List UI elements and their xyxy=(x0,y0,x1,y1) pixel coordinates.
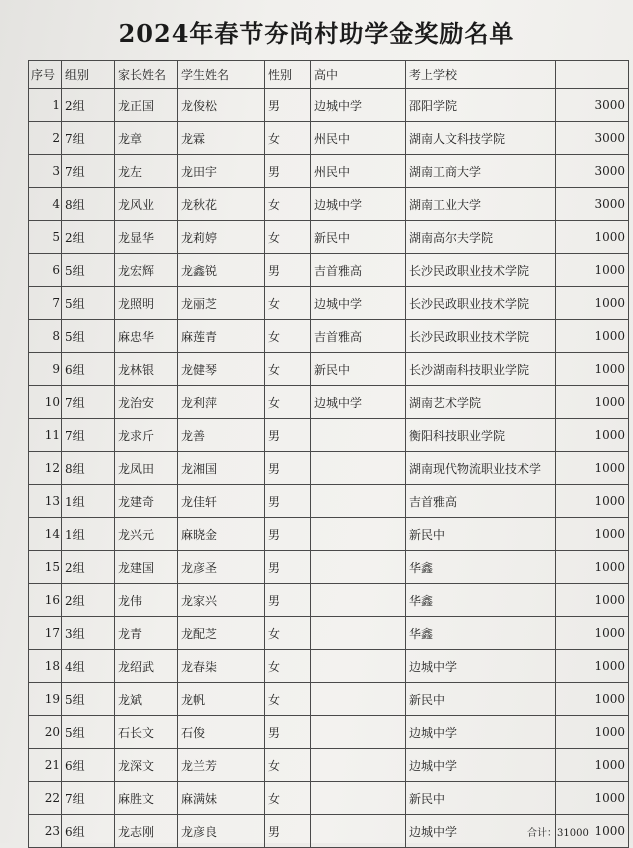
row-number: 20 xyxy=(29,716,62,749)
table-row xyxy=(29,353,629,386)
table-row xyxy=(29,584,629,617)
parent-name-cell: 龙建国 xyxy=(115,551,178,584)
table-row xyxy=(29,287,629,320)
gender-cell: 女 xyxy=(265,749,311,782)
high-school-cell xyxy=(311,782,406,815)
amount-cell: 3000 xyxy=(556,188,629,221)
header-high-school: 高中 xyxy=(311,61,406,89)
amount-cell: 3000 xyxy=(556,155,629,188)
high-school-cell: 边城中学 xyxy=(311,287,406,320)
amount-cell: 1000 xyxy=(556,617,629,650)
table-row xyxy=(29,419,629,452)
parent-name-cell: 龙显华 xyxy=(115,221,178,254)
amount-cell: 1000 xyxy=(556,287,629,320)
admitted-school-cell: 湖南高尔夫学院 xyxy=(406,221,556,254)
high-school-cell xyxy=(311,716,406,749)
parent-name-cell: 麻胜文 xyxy=(115,782,178,815)
gender-cell: 女 xyxy=(265,617,311,650)
group-cell: 7组 xyxy=(62,419,115,452)
gender-cell: 女 xyxy=(265,386,311,419)
high-school-cell xyxy=(311,485,406,518)
row-number: 21 xyxy=(29,749,62,782)
group-cell: 5组 xyxy=(62,254,115,287)
admitted-school-cell: 衡阳科技职业学院 xyxy=(406,419,556,452)
admitted-school-cell: 湖南现代物流职业技术学 xyxy=(406,452,556,485)
student-name-cell: 龙彦良 xyxy=(178,815,265,848)
row-number: 16 xyxy=(29,584,62,617)
row-number: 23 xyxy=(29,815,62,848)
student-name-cell: 龙善 xyxy=(178,419,265,452)
table-row xyxy=(29,320,629,353)
table-row xyxy=(29,716,629,749)
total-amount: 合计：31000 xyxy=(527,828,589,839)
parent-name-cell: 龙章 xyxy=(115,122,178,155)
parent-name-cell: 龙求斤 xyxy=(115,419,178,452)
gender-cell: 男 xyxy=(265,551,311,584)
row-number: 8 xyxy=(29,320,62,353)
admitted-school-cell: 吉首雅高 xyxy=(406,485,556,518)
parent-name-cell: 龙深文 xyxy=(115,749,178,782)
row-number: 3 xyxy=(29,155,62,188)
admitted-school-cell: 长沙民政职业技术学院 xyxy=(406,287,556,320)
table-row xyxy=(29,188,629,221)
gender-cell: 男 xyxy=(265,89,311,122)
gender-cell: 女 xyxy=(265,650,311,683)
amount-cell: 3000 xyxy=(556,89,629,122)
header-gender: 性别 xyxy=(265,61,311,89)
table-row xyxy=(29,386,629,419)
high-school-cell: 新民中 xyxy=(311,353,406,386)
table-row xyxy=(29,650,629,683)
parent-name-cell: 龙正国 xyxy=(115,89,178,122)
row-number: 10 xyxy=(29,386,62,419)
gender-cell: 男 xyxy=(265,815,311,848)
admitted-school-cell: 湖南工商大学 xyxy=(406,155,556,188)
student-name-cell: 龙俊松 xyxy=(178,89,265,122)
admitted-school-cell: 华鑫 xyxy=(406,551,556,584)
group-cell: 1组 xyxy=(62,518,115,551)
parent-name-cell: 龙风业 xyxy=(115,188,178,221)
row-number: 1 xyxy=(29,89,62,122)
admitted-school-cell: 新民中 xyxy=(406,683,556,716)
amount-cell: 1000 xyxy=(556,452,629,485)
amount-cell: 1000 xyxy=(556,683,629,716)
student-name-cell: 麻晓金 xyxy=(178,518,265,551)
student-name-cell: 龙田宇 xyxy=(178,155,265,188)
gender-cell: 男 xyxy=(265,716,311,749)
student-name-cell: 石俊 xyxy=(178,716,265,749)
admitted-school-cell: 新民中 xyxy=(406,518,556,551)
group-cell: 5组 xyxy=(62,287,115,320)
header-group: 组别 xyxy=(62,61,115,89)
row-number: 9 xyxy=(29,353,62,386)
student-name-cell: 龙健琴 xyxy=(178,353,265,386)
group-cell: 6组 xyxy=(62,749,115,782)
admitted-school-cell: 边城中学 xyxy=(406,716,556,749)
amount-cell: 3000 xyxy=(556,122,629,155)
parent-name-cell: 龙建奇 xyxy=(115,485,178,518)
high-school-cell xyxy=(311,551,406,584)
group-cell: 8组 xyxy=(62,452,115,485)
parent-name-cell: 麻忠华 xyxy=(115,320,178,353)
row-number: 18 xyxy=(29,650,62,683)
header-school: 考上学校 xyxy=(406,61,556,89)
table-row xyxy=(29,518,629,551)
admitted-school-cell: 湖南艺术学院 xyxy=(406,386,556,419)
gender-cell: 女 xyxy=(265,683,311,716)
high-school-cell xyxy=(311,452,406,485)
header-amount xyxy=(556,61,629,89)
group-cell: 2组 xyxy=(62,551,115,584)
table-row xyxy=(29,782,629,815)
student-name-cell: 龙家兴 xyxy=(178,584,265,617)
admitted-school-cell: 华鑫 xyxy=(406,617,556,650)
document-title: 2024年春节夯尚村助学金奖励名单 xyxy=(118,19,515,48)
row-number: 5 xyxy=(29,221,62,254)
high-school-cell: 州民中 xyxy=(311,122,406,155)
admitted-school-cell: 边城中学 xyxy=(406,815,556,848)
group-cell: 6组 xyxy=(62,353,115,386)
student-name-cell: 龙春柒 xyxy=(178,650,265,683)
admitted-school-cell: 湖南人文科技学院 xyxy=(406,122,556,155)
row-number: 11 xyxy=(29,419,62,452)
admitted-school-cell: 边城中学 xyxy=(406,650,556,683)
student-name-cell: 麻莲青 xyxy=(178,320,265,353)
amount-cell: 1000 xyxy=(556,419,629,452)
amount-cell: 1000 xyxy=(556,221,629,254)
high-school-cell xyxy=(311,419,406,452)
student-name-cell: 龙佳轩 xyxy=(178,485,265,518)
table-row xyxy=(29,617,629,650)
high-school-cell: 吉首雅高 xyxy=(311,320,406,353)
gender-cell: 女 xyxy=(265,320,311,353)
table-row xyxy=(29,551,629,584)
group-cell: 7组 xyxy=(62,782,115,815)
row-number: 15 xyxy=(29,551,62,584)
group-cell: 5组 xyxy=(62,320,115,353)
amount-cell: 1000 xyxy=(556,320,629,353)
amount-cell: 1000 xyxy=(556,485,629,518)
row-number: 7 xyxy=(29,287,62,320)
student-name-cell: 龙秋花 xyxy=(178,188,265,221)
gender-cell: 男 xyxy=(265,584,311,617)
parent-name-cell: 龙凤田 xyxy=(115,452,178,485)
high-school-cell xyxy=(311,617,406,650)
header-student: 学生姓名 xyxy=(178,61,265,89)
admitted-school-cell: 长沙民政职业技术学院 xyxy=(406,320,556,353)
amount-cell: 1000 xyxy=(556,650,629,683)
student-name-cell: 龙配芝 xyxy=(178,617,265,650)
admitted-school-cell: 边城中学 xyxy=(406,749,556,782)
row-number: 19 xyxy=(29,683,62,716)
amount-cell: 1000 xyxy=(556,782,629,815)
high-school-cell xyxy=(311,518,406,551)
admitted-school-cell: 华鑫 xyxy=(406,584,556,617)
table-row xyxy=(29,254,629,287)
group-cell: 2组 xyxy=(62,221,115,254)
gender-cell: 男 xyxy=(265,155,311,188)
gender-cell: 男 xyxy=(265,485,311,518)
amount-cell: 1000 xyxy=(556,353,629,386)
header-parent: 家长姓名 xyxy=(115,61,178,89)
gender-cell: 男 xyxy=(265,518,311,551)
row-number: 17 xyxy=(29,617,62,650)
high-school-cell xyxy=(311,650,406,683)
high-school-cell: 边城中学 xyxy=(311,188,406,221)
student-name-cell: 龙湘国 xyxy=(178,452,265,485)
high-school-cell: 新民中 xyxy=(311,221,406,254)
student-name-cell: 麻满妹 xyxy=(178,782,265,815)
group-cell: 8组 xyxy=(62,188,115,221)
high-school-cell xyxy=(311,683,406,716)
table-row xyxy=(29,749,629,782)
gender-cell: 女 xyxy=(265,353,311,386)
student-name-cell: 龙利萍 xyxy=(178,386,265,419)
table-row xyxy=(29,155,629,188)
amount-cell: 1000 xyxy=(556,584,629,617)
admitted-school-cell: 新民中 xyxy=(406,782,556,815)
high-school-cell: 边城中学 xyxy=(311,89,406,122)
table-row xyxy=(29,122,629,155)
table-header-row xyxy=(29,61,629,89)
parent-name-cell: 龙宏辉 xyxy=(115,254,178,287)
high-school-cell: 吉首雅高 xyxy=(311,254,406,287)
high-school-cell: 州民中 xyxy=(311,155,406,188)
gender-cell: 女 xyxy=(265,221,311,254)
admitted-school-cell: 长沙民政职业技术学院 xyxy=(406,254,556,287)
parent-name-cell: 龙治安 xyxy=(115,386,178,419)
group-cell: 7组 xyxy=(62,155,115,188)
amount-cell: 1000 xyxy=(556,815,629,848)
student-name-cell: 龙莉婷 xyxy=(178,221,265,254)
amount-cell: 1000 xyxy=(556,518,629,551)
gender-cell: 女 xyxy=(265,122,311,155)
group-cell: 3组 xyxy=(62,617,115,650)
parent-name-cell: 石长文 xyxy=(115,716,178,749)
amount-cell: 1000 xyxy=(556,551,629,584)
table-row xyxy=(29,683,629,716)
admitted-school-cell: 邵阳学院 xyxy=(406,89,556,122)
row-number: 6 xyxy=(29,254,62,287)
table-row xyxy=(29,485,629,518)
group-cell: 7组 xyxy=(62,122,115,155)
row-number: 22 xyxy=(29,782,62,815)
admitted-school-cell: 长沙湖南科技职业学院 xyxy=(406,353,556,386)
student-name-cell: 龙霖 xyxy=(178,122,265,155)
amount-cell: 1000 xyxy=(556,254,629,287)
amount-cell: 1000 xyxy=(556,749,629,782)
student-name-cell: 龙兰芳 xyxy=(178,749,265,782)
row-number: 13 xyxy=(29,485,62,518)
student-name-cell: 龙彦圣 xyxy=(178,551,265,584)
group-cell: 7组 xyxy=(62,386,115,419)
student-name-cell: 龙丽芝 xyxy=(178,287,265,320)
row-number: 4 xyxy=(29,188,62,221)
student-name-cell: 龙鑫锐 xyxy=(178,254,265,287)
row-number: 2 xyxy=(29,122,62,155)
gender-cell: 女 xyxy=(265,782,311,815)
group-cell: 2组 xyxy=(62,89,115,122)
header-no: 序号 xyxy=(29,61,62,89)
parent-name-cell: 龙志刚 xyxy=(115,815,178,848)
parent-name-cell: 龙青 xyxy=(115,617,178,650)
group-cell: 4组 xyxy=(62,650,115,683)
table-row xyxy=(29,221,629,254)
scholarship-table xyxy=(28,60,629,848)
group-cell: 5组 xyxy=(62,716,115,749)
amount-cell: 1000 xyxy=(556,386,629,419)
gender-cell: 女 xyxy=(265,287,311,320)
parent-name-cell: 龙照明 xyxy=(115,287,178,320)
parent-name-cell: 龙斌 xyxy=(115,683,178,716)
student-name-cell: 龙帆 xyxy=(178,683,265,716)
gender-cell: 男 xyxy=(265,419,311,452)
parent-name-cell: 龙兴元 xyxy=(115,518,178,551)
parent-name-cell: 龙绍武 xyxy=(115,650,178,683)
gender-cell: 男 xyxy=(265,254,311,287)
group-cell: 2组 xyxy=(62,584,115,617)
amount-cell: 1000 xyxy=(556,716,629,749)
gender-cell: 男 xyxy=(265,452,311,485)
table-row xyxy=(29,452,629,485)
row-number: 12 xyxy=(29,452,62,485)
parent-name-cell: 龙林银 xyxy=(115,353,178,386)
parent-name-cell: 龙左 xyxy=(115,155,178,188)
gender-cell: 女 xyxy=(265,188,311,221)
group-cell: 5组 xyxy=(62,683,115,716)
group-cell: 6组 xyxy=(62,815,115,848)
table-row xyxy=(29,89,629,122)
high-school-cell xyxy=(311,584,406,617)
high-school-cell: 边城中学 xyxy=(311,386,406,419)
group-cell: 1组 xyxy=(62,485,115,518)
admitted-school-cell: 湖南工业大学 xyxy=(406,188,556,221)
parent-name-cell: 龙伟 xyxy=(115,584,178,617)
high-school-cell xyxy=(311,749,406,782)
row-number: 14 xyxy=(29,518,62,551)
